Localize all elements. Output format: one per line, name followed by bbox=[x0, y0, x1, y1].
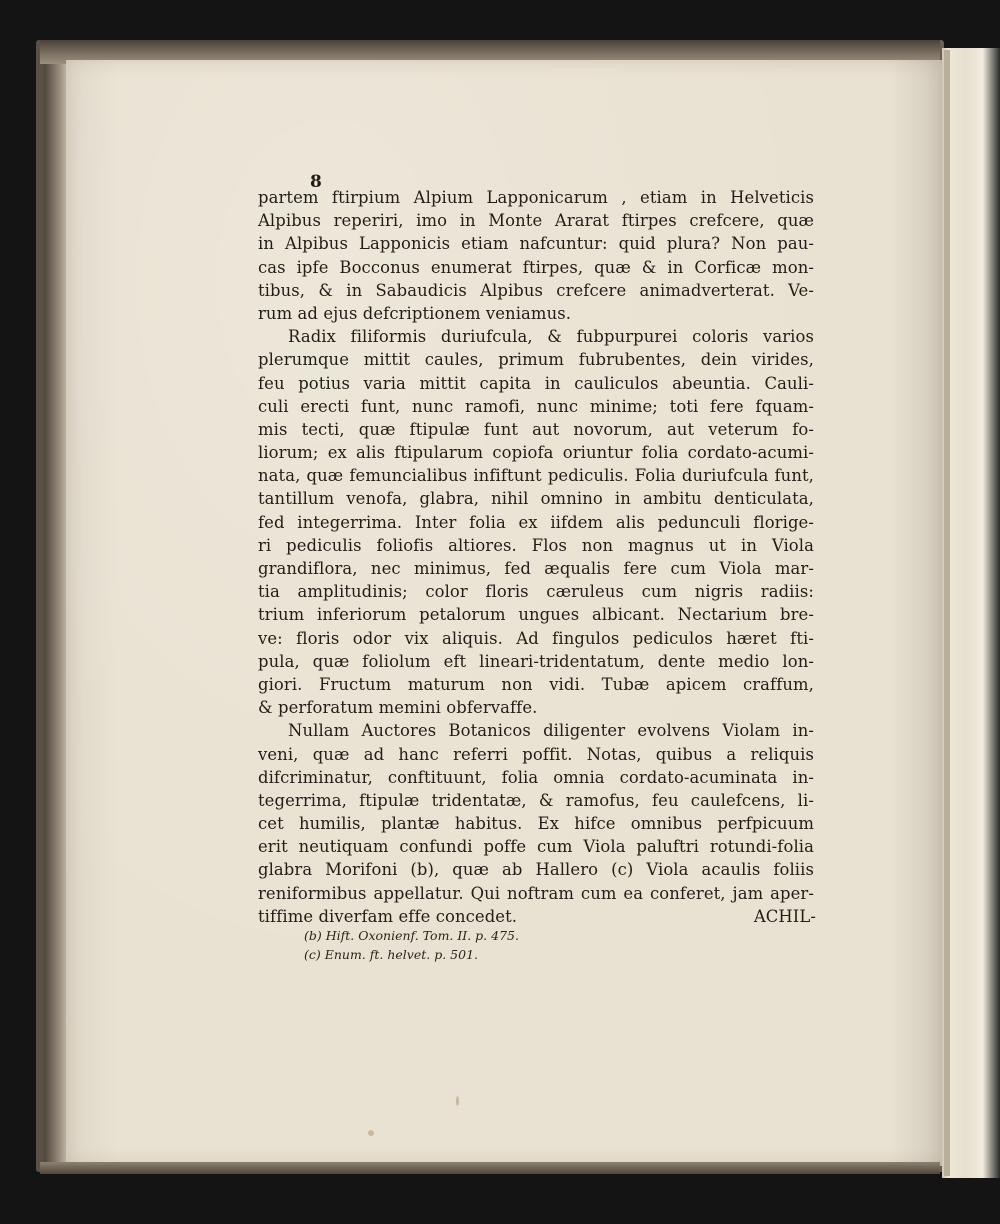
foxing-spot bbox=[368, 1130, 374, 1136]
foxing-spot bbox=[456, 1096, 459, 1106]
text-line: tibus, & in Sabaudicis Alpibus crefcere animadverterat. Ve- bbox=[258, 280, 814, 300]
text-line: fed integerrima. Inter folia ex iifdem alis pedunculi florige- bbox=[258, 512, 814, 532]
text-line: partem ftirpium Alpium Lapponicarum , etiam in Helveticis bbox=[258, 188, 814, 207]
text-line: rum ad ejus defcriptionem veniamus. bbox=[258, 303, 572, 323]
catchword: ACHIL- bbox=[753, 906, 816, 926]
text-line: Radix filiformis duriufcula, & fubpurpurei coloris varios bbox=[288, 327, 814, 347]
text-line: tiffime diverfam effe concedet. bbox=[258, 906, 518, 926]
page-gutter bbox=[944, 50, 950, 1176]
text-line: cas ipfe Bocconus enumerat ftirpes, quæ & in Corficæ mon- bbox=[258, 257, 814, 277]
text-line: nata, quæ femuncialibus infiftunt pediculis. Folia duriufcula funt, bbox=[258, 466, 814, 486]
text-line: tegerrima, ftipulæ tridentatæ, & ramofus, feu caulefcens, li- bbox=[258, 790, 814, 810]
text-line: plerumque mittit caules, primum fubrubentes, dein virides, bbox=[258, 350, 814, 370]
page-number: 8 bbox=[310, 172, 322, 192]
right-page-stack bbox=[942, 48, 1000, 1178]
text-line: feu potius varia mittit capita in cauliculos abeuntia. Cauli- bbox=[258, 373, 814, 393]
text-line: & perforatum memini obfervaffe. bbox=[258, 698, 538, 718]
text-line: culi erecti funt, nunc ramofi, nunc minime; toti fere fquam- bbox=[258, 396, 814, 416]
text-line: veni, quæ ad hanc referri poffit. Notas, quibus a reliquis bbox=[258, 744, 814, 764]
text-line: grandiflora, nec minimus, fed æqualis fere cum Viola mar- bbox=[258, 559, 814, 578]
text-line: glabra Morifoni (b), quæ ab Hallero (c) Viola acaulis foliis bbox=[258, 860, 814, 880]
text-line: mis tecti, quæ ftipulæ funt aut novorum, aut veterum fo- bbox=[258, 419, 814, 439]
text-line: ri pediculis foliofis altiores. Flos non magnus ut in Viola bbox=[258, 535, 814, 555]
text-line: in Alpibus Lapponicis etiam nafcuntur: quid plura? Non pau- bbox=[258, 234, 814, 254]
text-line: tia amplitudinis; color floris cæruleus cum nigris radiis: bbox=[258, 582, 814, 602]
footnote-c: (c) Enum. ft. helvet. p. 501. bbox=[304, 947, 479, 962]
text-line: giori. Fructum maturum non vidi. Tubæ apicem craffum, bbox=[258, 674, 814, 694]
left-page-edge bbox=[44, 64, 68, 1164]
footnotes bbox=[304, 926, 704, 964]
last-text-line bbox=[258, 905, 814, 928]
text-line: tantillum venofa, glabra, nihil omnino in ambitu denticulata, bbox=[258, 489, 814, 509]
text-line: difcriminatur, conftituunt, folia omnia cordato-acuminata in- bbox=[258, 767, 814, 787]
footnote-b: (b) Hift. Oxonienf. Tom. II. p. 475. bbox=[304, 928, 519, 943]
text-line: trium inferiorum petalorum ungues albicant. Nectarium bre- bbox=[258, 605, 814, 625]
text-line: cet humilis, plantæ habitus. Ex hifce omnibus perfpicuum bbox=[258, 814, 814, 834]
text-line: liorum; ex alis ftipularum copiofa oriuntur folia cordato-acumi- bbox=[258, 443, 814, 463]
text-line: ve: floris odor vix aliquis. Ad fingulos pediculos hæret fti- bbox=[258, 628, 814, 648]
bottom-binding-edge bbox=[40, 1162, 940, 1174]
text-line: Alpibus reperiri, imo in Monte Ararat ftirpes crefcere, quæ bbox=[258, 211, 814, 231]
text-line: Nullam Auctores Botanicos diligenter evolvens Violam in- bbox=[288, 721, 814, 741]
text-line: reniformibus appellatur. Qui noftram cum ea conferet, jam aper- bbox=[258, 883, 814, 903]
text-line: erit neutiquam confundi poffe cum Viola paluftri rotundi-folia bbox=[258, 837, 814, 857]
body-text bbox=[258, 186, 814, 928]
text-line: pula, quæ foliolum eft lineari-tridentatum, dente medio lon- bbox=[258, 651, 814, 671]
